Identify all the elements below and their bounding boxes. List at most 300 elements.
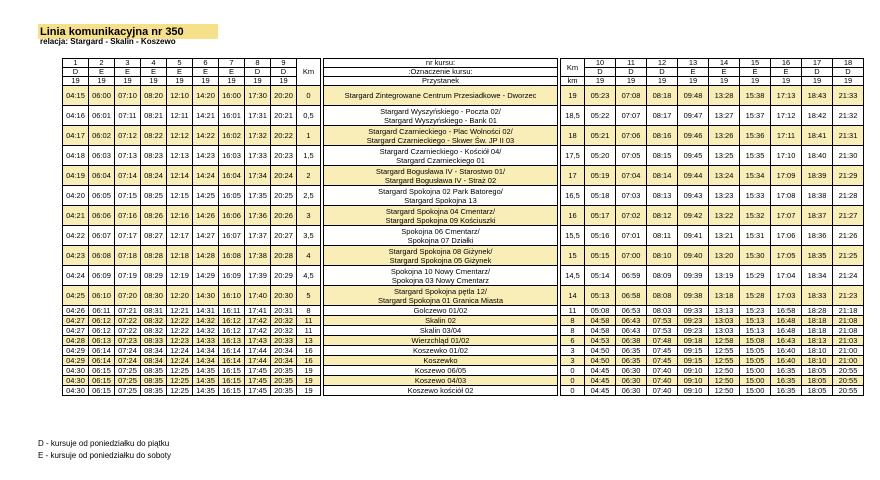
departure-time: 15:38 (740, 86, 771, 106)
km-unit: km (561, 77, 585, 86)
departure-time: 18:35 (802, 246, 833, 266)
stop-name-line: Stargard Spokojna 13 (404, 195, 477, 205)
departure-time: 17:44 (245, 346, 271, 356)
departure-time: 12:11 (167, 106, 193, 126)
departure-time: 18:18 (802, 316, 833, 326)
departure-time: 20:29 (271, 266, 297, 286)
departure-time: 20:32 (271, 316, 297, 326)
departure-time: 13:19 (709, 266, 740, 286)
departure-time: 09:47 (678, 106, 709, 126)
km-value: 16,5 (561, 186, 585, 206)
departure-time: 05:21 (585, 126, 616, 146)
departure-time: 12:21 (167, 306, 193, 316)
departure-time: 16:06 (219, 206, 245, 226)
departure-time: 06:30 (616, 366, 647, 376)
km-value: 1,5 (297, 146, 321, 166)
departure-time: 06:15 (89, 376, 115, 386)
stop-name (324, 126, 558, 146)
departure-time: 21:08 (833, 316, 864, 326)
departure-time: 21:29 (833, 166, 864, 186)
departure-time: 18:10 (802, 346, 833, 356)
departure-time: 21:32 (833, 106, 864, 126)
departure-time: 05:14 (585, 266, 616, 286)
departure-time: 14:29 (193, 266, 219, 286)
departure-time: 12:14 (167, 166, 193, 186)
departure-time: 08:13 (647, 186, 678, 206)
departure-time: 13:20 (709, 246, 740, 266)
departure-time: 14:35 (193, 366, 219, 376)
km-value: 11 (297, 326, 321, 336)
header-cell: 18 (833, 59, 864, 68)
header-cell: E (167, 68, 193, 77)
header-cell: 19 (219, 77, 245, 86)
header-cell: 11 (616, 59, 647, 68)
departure-time: 08:09 (647, 266, 678, 286)
departure-time: 15:05 (740, 346, 771, 356)
stop-name-line: Stargard Spokojna pętla 12/ (394, 286, 487, 296)
departure-time: 08:10 (647, 246, 678, 266)
stop-name-line: Koszewko 01/02 (412, 346, 469, 355)
departure-time: 08:20 (141, 86, 167, 106)
header-cell: 19 (802, 77, 833, 86)
departure-time: 16:08 (219, 246, 245, 266)
departure-time: 20:35 (271, 386, 297, 396)
departure-time: 04:20 (63, 186, 89, 206)
departure-time: 05:20 (585, 146, 616, 166)
departure-time: 16:02 (219, 126, 245, 146)
departure-time: 17:03 (771, 286, 802, 306)
departure-time: 13:13 (709, 306, 740, 316)
center-header: Przystanek (324, 77, 558, 86)
km-value: 2 (297, 166, 321, 186)
stop-name-line: Skalin 03/04 (419, 326, 462, 335)
departure-time: 17:10 (771, 146, 802, 166)
table-row (63, 126, 864, 146)
departure-time: 12:18 (167, 246, 193, 266)
departure-time: 08:34 (141, 346, 167, 356)
km-value: 19 (297, 366, 321, 376)
header-cell: 19 (271, 77, 297, 86)
stop-name-line: Golczewo 01/02 (413, 306, 468, 315)
departure-time: 06:11 (89, 306, 115, 316)
header-cell: 2 (89, 59, 115, 68)
departure-time: 17:11 (771, 126, 802, 146)
stop-name-line: Koszewko (423, 356, 458, 365)
departure-time: 08:18 (647, 86, 678, 106)
header-cell: D (271, 68, 297, 77)
departure-time: 04:21 (63, 206, 89, 226)
departure-time: 18:33 (802, 286, 833, 306)
table-row (63, 356, 864, 366)
departure-time: 15:35 (740, 146, 771, 166)
departure-time: 16:40 (771, 346, 802, 356)
departure-time: 18:42 (802, 106, 833, 126)
departure-time: 20:22 (271, 126, 297, 146)
km-value: 1 (297, 126, 321, 146)
departure-time: 08:15 (647, 146, 678, 166)
departure-time: 05:23 (585, 86, 616, 106)
departure-time: 04:27 (63, 316, 89, 326)
stop-name-line: Stargard Bogusława IV - Starostwo 01/ (375, 166, 506, 176)
departure-time: 17:06 (771, 226, 802, 246)
header-cell: 1 (63, 59, 89, 68)
departure-time: 13:27 (709, 106, 740, 126)
table-row (63, 286, 864, 306)
stop-name-line: Koszewo 06/05 (414, 366, 467, 375)
departure-time: 08:32 (141, 316, 167, 326)
departure-time: 08:35 (141, 386, 167, 396)
center-header: nr kursu: (324, 59, 558, 68)
departure-time: 12:16 (167, 206, 193, 226)
km-value: 0 (561, 386, 585, 396)
stop-name-line: Spokojna 06 Cmentarz/ (401, 226, 480, 236)
departure-time: 07:45 (647, 346, 678, 356)
km-value: 8 (297, 306, 321, 316)
departure-time: 12:13 (167, 146, 193, 166)
departure-time: 16:35 (771, 386, 802, 396)
departure-time: 06:14 (89, 346, 115, 356)
departure-time: 08:29 (141, 266, 167, 286)
table-row (63, 346, 864, 356)
header-cell: 14 (709, 59, 740, 68)
departure-time: 20:26 (271, 206, 297, 226)
departure-time: 08:25 (141, 186, 167, 206)
departure-time: 04:50 (585, 356, 616, 366)
departure-time: 20:32 (271, 326, 297, 336)
departure-time: 20:35 (271, 366, 297, 376)
km-value: 13 (297, 336, 321, 346)
departure-time: 15:05 (740, 356, 771, 366)
departure-time: 06:02 (89, 126, 115, 146)
table-row (63, 146, 864, 166)
departure-time: 07:40 (647, 376, 678, 386)
departure-time: 07:20 (115, 286, 141, 306)
departure-time: 20:33 (271, 336, 297, 346)
departure-time: 04:25 (63, 286, 89, 306)
departure-time: 13:21 (709, 226, 740, 246)
departure-time: 06:01 (89, 106, 115, 126)
departure-time: 18:43 (802, 86, 833, 106)
table-row (63, 86, 864, 106)
departure-time: 20:21 (271, 106, 297, 126)
departure-time: 20:35 (271, 376, 297, 386)
departure-time: 21:23 (833, 286, 864, 306)
departure-time: 07:10 (115, 86, 141, 106)
header-cell: 19 (616, 77, 647, 86)
header-cell: 19 (833, 77, 864, 86)
departure-time: 18:05 (802, 366, 833, 376)
header-cell: E (771, 68, 802, 77)
departure-time: 21:08 (833, 326, 864, 336)
km-header: Km (561, 59, 585, 77)
stop-name (324, 286, 558, 306)
departure-time: 09:48 (678, 86, 709, 106)
departure-time: 17:42 (245, 316, 271, 326)
km-value: 18,5 (561, 106, 585, 126)
header-cell: E (89, 68, 115, 77)
header-cell: D (647, 68, 678, 77)
departure-time: 09:45 (678, 146, 709, 166)
departure-time: 05:19 (585, 166, 616, 186)
departure-time: 07:45 (647, 356, 678, 366)
departure-time: 14:34 (193, 346, 219, 356)
departure-time: 12:25 (167, 376, 193, 386)
departure-time: 07:48 (647, 336, 678, 346)
table-row (63, 106, 864, 126)
km-value: 14 (561, 286, 585, 306)
departure-time: 07:06 (616, 126, 647, 146)
departure-time: 05:15 (585, 246, 616, 266)
departure-time: 17:32 (245, 126, 271, 146)
departure-time: 04:30 (63, 386, 89, 396)
departure-time: 17:12 (771, 106, 802, 126)
header-row-course (63, 59, 864, 68)
departure-time: 20:24 (271, 166, 297, 186)
departure-time: 16:01 (219, 106, 245, 126)
stop-name (324, 266, 558, 286)
departure-time: 17:38 (245, 246, 271, 266)
departure-time: 17:43 (245, 336, 271, 346)
departure-time: 09:10 (678, 386, 709, 396)
departure-time: 17:33 (245, 146, 271, 166)
departure-time: 12:20 (167, 286, 193, 306)
departure-time: 04:30 (63, 366, 89, 376)
header-cell: 19 (740, 77, 771, 86)
departure-time: 12:25 (167, 366, 193, 376)
km-value: 0 (561, 376, 585, 386)
departure-time: 18:38 (802, 186, 833, 206)
header-cell: D (616, 68, 647, 77)
stop-name-line: Stargard Spokojna 09 Kościuszki (385, 215, 496, 225)
km-value: 15,5 (561, 226, 585, 246)
header-cell: E (115, 68, 141, 77)
departure-time: 06:12 (89, 316, 115, 326)
departure-time: 06:30 (616, 376, 647, 386)
header-row-marks (63, 68, 864, 77)
departure-time: 08:12 (647, 206, 678, 226)
km-value: 0,5 (297, 106, 321, 126)
departure-time: 06:43 (616, 316, 647, 326)
departure-time: 15:23 (740, 306, 771, 316)
header-cell: 13 (678, 59, 709, 68)
departure-time: 17:08 (771, 186, 802, 206)
stop-name (324, 146, 558, 166)
departure-time: 05:16 (585, 226, 616, 246)
km-value: 18 (561, 126, 585, 146)
departure-time: 04:29 (63, 356, 89, 366)
departure-time: 18:05 (802, 386, 833, 396)
departure-time: 17:31 (245, 106, 271, 126)
departure-time: 15:00 (740, 376, 771, 386)
header-cell: 8 (245, 59, 271, 68)
departure-time: 04:50 (585, 346, 616, 356)
departure-time: 15:13 (740, 316, 771, 326)
stop-name-line: Stargard Spokojna 05 Giżynek (389, 255, 492, 265)
departure-time: 06:15 (89, 386, 115, 396)
departure-time: 21:24 (833, 266, 864, 286)
departure-time: 07:40 (647, 386, 678, 396)
departure-time: 08:22 (141, 126, 167, 146)
departure-time: 08:08 (647, 286, 678, 306)
header-cell: 6 (193, 59, 219, 68)
departure-time: 04:45 (585, 376, 616, 386)
departure-time: 07:08 (616, 86, 647, 106)
departure-time: 04:28 (63, 336, 89, 346)
departure-time: 12:50 (709, 376, 740, 386)
departure-time: 09:23 (678, 326, 709, 336)
stop-name (324, 246, 558, 266)
departure-time: 07:23 (115, 336, 141, 346)
departure-time: 04:45 (585, 366, 616, 376)
km-value: 2,5 (297, 186, 321, 206)
departure-time: 07:53 (647, 326, 678, 336)
departure-time: 20:23 (271, 146, 297, 166)
departure-time: 20:34 (271, 356, 297, 366)
departure-time: 04:29 (63, 346, 89, 356)
header-cell: E (219, 68, 245, 77)
stop-name (324, 206, 558, 226)
departure-time: 16:07 (219, 226, 245, 246)
departure-time: 15:31 (740, 226, 771, 246)
departure-time: 13:03 (709, 326, 740, 336)
departure-time: 07:53 (647, 316, 678, 326)
header-cell: D (245, 68, 271, 77)
header-cell: 17 (802, 59, 833, 68)
table-row (63, 206, 864, 226)
departure-time: 16:09 (219, 266, 245, 286)
departure-time: 20:31 (271, 306, 297, 316)
table-row (63, 316, 864, 326)
departure-time: 15:29 (740, 266, 771, 286)
departure-time: 16:10 (219, 286, 245, 306)
header-cell: 19 (647, 77, 678, 86)
departure-time: 14:24 (193, 166, 219, 186)
stop-name (324, 366, 558, 376)
km-value: 16 (297, 346, 321, 356)
departure-time: 16:12 (219, 316, 245, 326)
departure-time: 14:32 (193, 316, 219, 326)
departure-time: 06:58 (616, 286, 647, 306)
departure-time: 04:26 (63, 306, 89, 316)
departure-time: 07:16 (115, 206, 141, 226)
departure-time: 14:27 (193, 226, 219, 246)
departure-time: 16:35 (771, 366, 802, 376)
departure-time: 17:45 (245, 376, 271, 386)
departure-time: 07:25 (115, 386, 141, 396)
departure-time: 16:00 (219, 86, 245, 106)
departure-time: 06:08 (89, 246, 115, 266)
header-cell: 19 (63, 77, 89, 86)
stop-name-line: Skalin 02 (425, 316, 456, 325)
departure-time: 21:25 (833, 246, 864, 266)
departure-time: 16:15 (219, 366, 245, 376)
departure-time: 07:19 (115, 266, 141, 286)
stop-name (324, 106, 558, 126)
departure-time: 04:18 (63, 146, 89, 166)
departure-time: 14:35 (193, 386, 219, 396)
departure-time: 18:10 (802, 356, 833, 366)
departure-time: 21:30 (833, 146, 864, 166)
departure-time: 14:26 (193, 206, 219, 226)
departure-time: 14:35 (193, 376, 219, 386)
departure-time: 13:26 (709, 126, 740, 146)
departure-time: 14:34 (193, 356, 219, 366)
departure-time: 09:44 (678, 166, 709, 186)
departure-time: 05:17 (585, 206, 616, 226)
departure-time: 08:35 (141, 376, 167, 386)
departure-time: 07:03 (616, 186, 647, 206)
table-row (63, 376, 864, 386)
km-value: 0 (297, 86, 321, 106)
departure-time: 12:19 (167, 266, 193, 286)
departure-time: 08:32 (141, 326, 167, 336)
stop-name (324, 316, 558, 326)
stop-name-line: Stargard Czarnieckiego - Plac Wolności 02/ (368, 126, 513, 136)
departure-time: 16:14 (219, 346, 245, 356)
stop-name (324, 326, 558, 336)
departure-time: 17:45 (245, 366, 271, 376)
departure-time: 06:00 (89, 86, 115, 106)
departure-time: 08:28 (141, 246, 167, 266)
departure-time: 07:17 (115, 226, 141, 246)
departure-time: 12:58 (709, 336, 740, 346)
departure-time: 08:14 (647, 166, 678, 186)
header-cell: D (63, 68, 89, 77)
departure-time: 05:08 (585, 306, 616, 316)
km-value: 16 (561, 206, 585, 226)
departure-time: 14:21 (193, 106, 219, 126)
departure-time: 17:44 (245, 356, 271, 366)
departure-time: 09:15 (678, 356, 709, 366)
departure-time: 12:23 (167, 336, 193, 346)
header-cell: 5 (167, 59, 193, 68)
departure-time: 13:18 (709, 286, 740, 306)
header-cell: D (585, 68, 616, 77)
departure-time: 04:27 (63, 326, 89, 336)
departure-time: 12:24 (167, 346, 193, 356)
departure-time: 18:05 (802, 376, 833, 386)
departure-time: 04:58 (585, 326, 616, 336)
departure-time: 09:41 (678, 226, 709, 246)
km-value: 8 (561, 326, 585, 336)
departure-time: 06:15 (89, 366, 115, 376)
departure-time: 04:19 (63, 166, 89, 186)
header-cell: E (193, 68, 219, 77)
header-cell: D (833, 68, 864, 77)
km-value: 17,5 (561, 146, 585, 166)
stop-name (324, 346, 558, 356)
departure-time: 08:34 (141, 356, 167, 366)
departure-time: 06:06 (89, 206, 115, 226)
header-cell: 19 (245, 77, 271, 86)
departure-time: 08:33 (141, 336, 167, 346)
departure-time: 18:34 (802, 266, 833, 286)
departure-time: 07:22 (115, 326, 141, 336)
departure-time: 13:23 (709, 186, 740, 206)
departure-time: 16:14 (219, 356, 245, 366)
departure-time: 14:28 (193, 246, 219, 266)
departure-time: 18:18 (802, 326, 833, 336)
departure-time: 05:18 (585, 186, 616, 206)
departure-time: 18:39 (802, 166, 833, 186)
km-value: 17 (561, 166, 585, 186)
departure-time: 08:24 (141, 166, 167, 186)
km-value: 19 (561, 86, 585, 106)
departure-time: 15:36 (740, 126, 771, 146)
km-value: 3 (561, 356, 585, 366)
stop-name-line: Stargard Spokojna 08 Giżynek/ (388, 246, 493, 256)
departure-time: 16:58 (771, 306, 802, 316)
